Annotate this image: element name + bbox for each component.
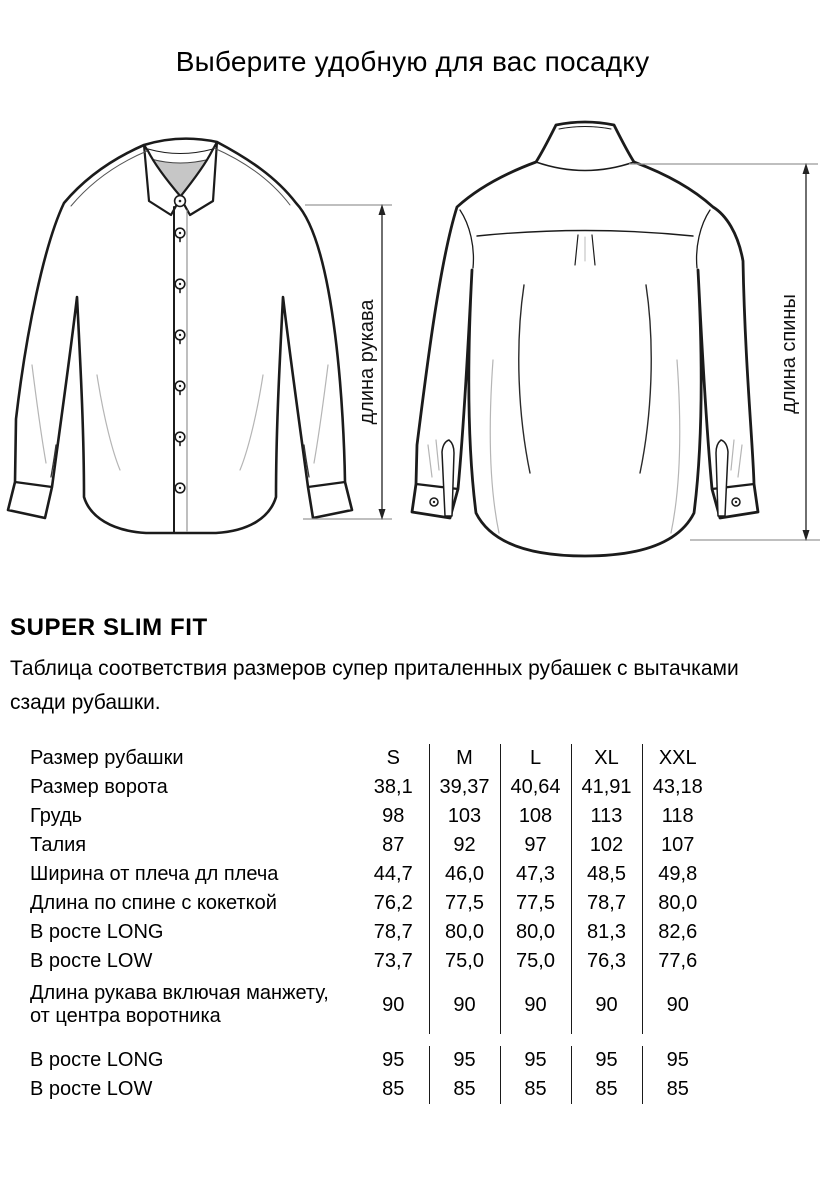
size-value-cell: 82,6 bbox=[642, 918, 713, 947]
size-value-cell: 78,7 bbox=[571, 889, 642, 918]
shirt-diagrams bbox=[0, 115, 825, 575]
row-label: В росте LOW bbox=[30, 1078, 153, 1100]
size-value-cell: 48,5 bbox=[571, 860, 642, 889]
size-value-cell: 90 bbox=[642, 976, 713, 1034]
size-value-cell: 102 bbox=[571, 831, 642, 860]
size-value-cell: 75,0 bbox=[500, 947, 571, 976]
fit-description bbox=[10, 652, 810, 720]
back-right-sleeve-placket bbox=[716, 440, 728, 516]
table-row bbox=[30, 889, 713, 918]
size-value-cell: 103 bbox=[429, 802, 500, 831]
size-value-cell: 43,18 bbox=[642, 773, 713, 802]
front-shirt-drawing bbox=[8, 139, 352, 533]
size-column-header: XL bbox=[571, 744, 642, 773]
table-row bbox=[30, 976, 713, 1034]
size-value-cell: 98 bbox=[382, 805, 405, 827]
table-row bbox=[30, 1046, 713, 1075]
size-value-cell: 77,5 bbox=[429, 889, 500, 918]
size-value-cell: 80,0 bbox=[500, 918, 571, 947]
size-value-cell: 40,64 bbox=[500, 773, 571, 802]
arrow-down-icon bbox=[803, 530, 810, 541]
size-value-cell: 113 bbox=[571, 802, 642, 831]
size-value-cell: 76,3 bbox=[571, 947, 642, 976]
size-value-cell: 90 bbox=[429, 976, 500, 1034]
size-value-cell: 76,2 bbox=[373, 892, 413, 914]
size-value-cell: 118 bbox=[642, 802, 713, 831]
size-value-cell: 41,91 bbox=[571, 773, 642, 802]
sleeve-length-label: длина рукава bbox=[356, 299, 378, 425]
size-column-header: M bbox=[429, 744, 500, 773]
size-value-cell: 38,1 bbox=[373, 776, 413, 798]
size-value-cell: 90 bbox=[571, 976, 642, 1034]
size-value-cell: 85 bbox=[642, 1075, 713, 1104]
size-value-cell: 75,0 bbox=[429, 947, 500, 976]
table-row bbox=[30, 947, 713, 976]
size-value-cell: 81,3 bbox=[571, 918, 642, 947]
size-value-cell: 95 bbox=[429, 1046, 500, 1075]
row-label: Ширина от плеча дл плеча bbox=[30, 863, 279, 885]
size-value-cell: 73,7 bbox=[373, 950, 413, 972]
row-label: Талия bbox=[30, 834, 87, 856]
back-left-sleeve-placket bbox=[442, 440, 454, 516]
row-label-line1: Длина рукава включая манжету, bbox=[30, 982, 329, 1004]
size-value-cell: 107 bbox=[642, 831, 713, 860]
row-label bbox=[30, 976, 358, 1034]
row-label: В росте LONG bbox=[30, 921, 164, 943]
size-value-cell: 85 bbox=[571, 1075, 642, 1104]
fit-description-line1: Таблица соответствия размеров супер приталенных рубашек с вытачками bbox=[10, 657, 739, 680]
table-row bbox=[30, 831, 713, 860]
size-value-cell: 80,0 bbox=[429, 918, 500, 947]
size-value-cell: 95 bbox=[500, 1046, 571, 1075]
row-label: Грудь bbox=[30, 805, 83, 827]
size-column-header: L bbox=[500, 744, 571, 773]
table-spacer-row bbox=[30, 1034, 713, 1046]
size-value-cell: 39,37 bbox=[429, 773, 500, 802]
size-value-cell: 92 bbox=[429, 831, 500, 860]
table-row bbox=[30, 918, 713, 947]
arrow-down-icon bbox=[379, 509, 386, 520]
size-value-cell: 44,7 bbox=[373, 863, 413, 885]
fit-description-line2: сзади рубашки. bbox=[10, 691, 161, 714]
table-row bbox=[30, 860, 713, 889]
back-length-label: длина спины bbox=[778, 294, 800, 414]
row-label: Размер ворота bbox=[30, 776, 168, 798]
size-value-cell: 97 bbox=[500, 831, 571, 860]
size-column-header: XXL bbox=[642, 744, 713, 773]
row-label-line2: от центра воротника bbox=[30, 1005, 221, 1027]
size-value-cell: 85 bbox=[382, 1078, 405, 1100]
spacer-cell bbox=[30, 1034, 713, 1046]
size-value-cell: 77,5 bbox=[500, 889, 571, 918]
size-value-cell: 95 bbox=[571, 1046, 642, 1075]
size-value-cell: 49,8 bbox=[642, 860, 713, 889]
size-value-cell: 85 bbox=[500, 1075, 571, 1104]
size-value-cell: 87 bbox=[382, 834, 405, 856]
table-header-row bbox=[30, 744, 713, 773]
row-label: Длина по спине с кокеткой bbox=[30, 892, 277, 914]
size-value-cell: 95 bbox=[642, 1046, 713, 1075]
back-shirt-drawing bbox=[412, 122, 758, 556]
size-value-cell: 108 bbox=[500, 802, 571, 831]
size-value-cell: 90 bbox=[500, 976, 571, 1034]
size-value-cell: 80,0 bbox=[642, 889, 713, 918]
row-label: Размер рубашки bbox=[30, 747, 184, 769]
table-row bbox=[30, 802, 713, 831]
size-value-cell: 90 bbox=[382, 993, 405, 1016]
row-label: В росте LOW bbox=[30, 950, 153, 972]
back-shirt-silhouette bbox=[412, 122, 758, 556]
size-value-cell: 95 bbox=[382, 1049, 405, 1071]
fit-heading: SUPER SLIM FIT bbox=[10, 614, 208, 641]
table-row bbox=[30, 1075, 713, 1104]
table-row bbox=[30, 773, 713, 802]
size-value-cell: 85 bbox=[429, 1075, 500, 1104]
size-value-cell: 77,6 bbox=[642, 947, 713, 976]
page-title: Выберите удобную для вас посадку bbox=[175, 46, 650, 77]
size-value-cell: 46,0 bbox=[429, 860, 500, 889]
row-label: В росте LONG bbox=[30, 1049, 164, 1071]
size-table bbox=[30, 744, 713, 1104]
size-value-cell: 78,7 bbox=[373, 921, 413, 943]
size-column-header: S bbox=[386, 747, 400, 769]
size-value-cell: 47,3 bbox=[500, 860, 571, 889]
